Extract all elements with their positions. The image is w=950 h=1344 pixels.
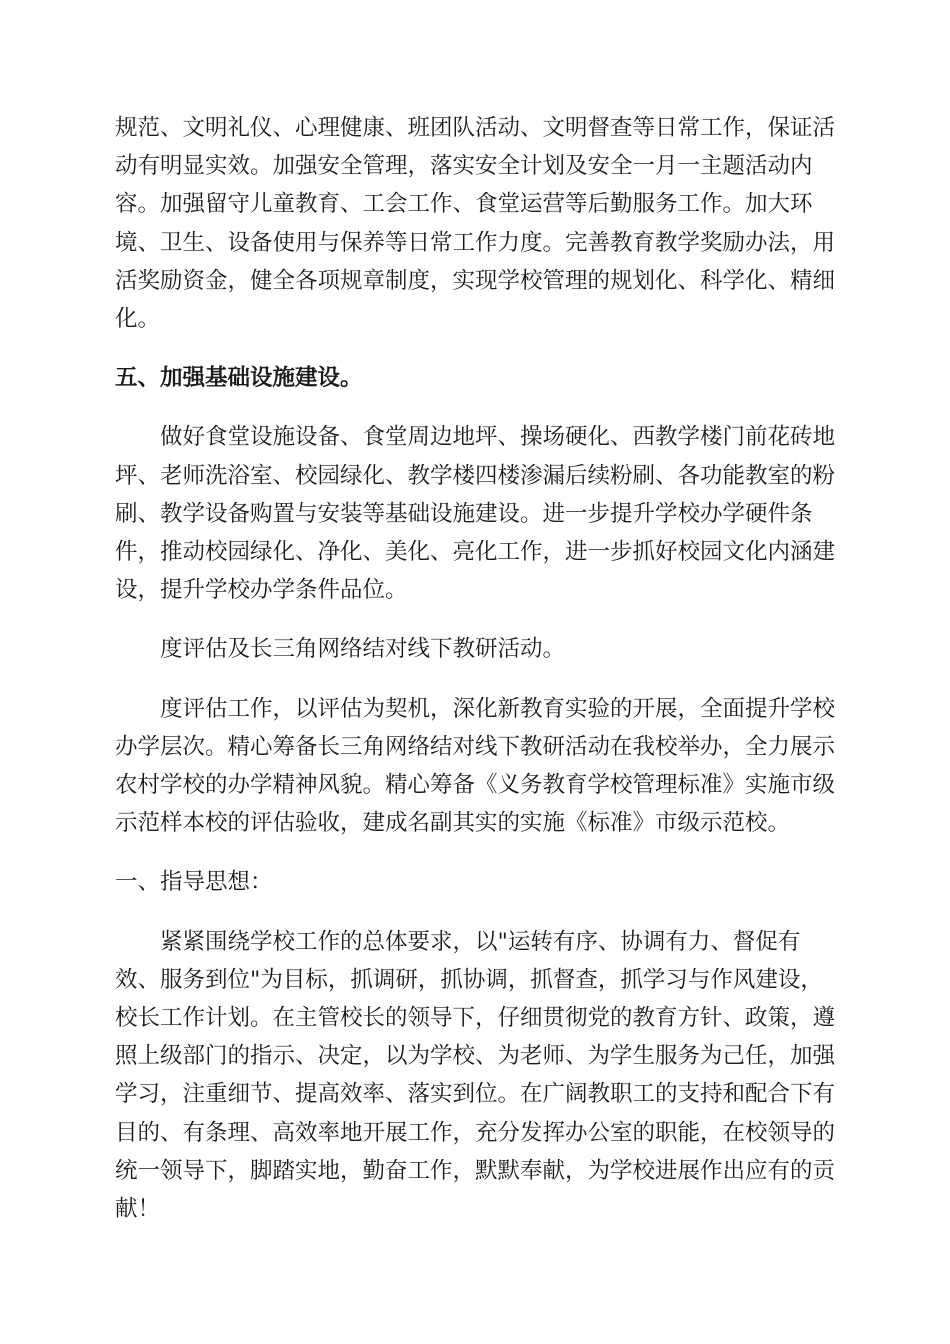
text-line: 目的、有条理、高效率地开展工作，充分发挥办公室的职能，在校领导的	[115, 1119, 836, 1146]
text-line: 度评估及长三角网络结对线下教研活动。	[160, 636, 566, 663]
text-line: 统一领导下，脚踏实地，勤奋工作，默默奉献，为学校进展作出应有的贡	[115, 1157, 836, 1184]
paragraph-evaluation	[115, 690, 840, 843]
document-body	[115, 109, 840, 1249]
text-line: 刷、教学设备购置与安装等基础设施建设。进一步提升学校办学硬件条	[115, 500, 813, 527]
text-line: 活奖励资金，健全各项规章制度，实现学校管理的规划化、科学化、精细	[115, 267, 836, 294]
text-line: 坪、老师洗浴室、校园绿化、教学楼四楼渗漏后续粉刷、各功能教室的粉	[115, 462, 836, 489]
paragraph-management	[115, 109, 840, 338]
text-line: 紧紧围绕学校工作的总体要求，以"运转有序、协调有力、督促有	[160, 928, 801, 955]
heading-text: 一、指导思想：	[115, 869, 273, 896]
paragraph-infrastructure	[115, 418, 840, 609]
paragraph-guiding-ideology	[115, 923, 840, 1229]
text-line: 农村学校的办学精神风貌。精心筹备《义务教育学校管理标准》实施市级	[115, 772, 836, 799]
text-line: 化。	[115, 306, 161, 333]
text-line: 做好食堂设施设备、食堂周边地坪、操场硬化、西教学楼门前花砖地	[160, 424, 836, 451]
text-line: 动有明显实效。加强安全管理，落实安全计划及安全一月一主题活动内	[115, 153, 813, 180]
text-line: 校长工作计划。在主管校长的领导下，仔细贯彻党的教育方针、政策，遵	[115, 1005, 836, 1032]
section-heading-guiding-ideology	[115, 863, 840, 901]
section-heading-infrastructure	[115, 359, 840, 397]
text-line: 效、服务到位"为目标，抓调研，抓协调，抓督查，抓学习与作风建设，	[115, 966, 823, 993]
heading-text: 五、加强基础设施建设。	[115, 365, 363, 392]
text-line: 办学层次。精心筹备长三角网络结对线下教研活动在我校举办，全力展示	[115, 733, 836, 760]
text-line: 度评估工作，以评估为契机，深化新教育实验的开展，全面提升学校	[160, 695, 836, 722]
text-line: 献！	[115, 1196, 161, 1223]
text-line: 规范、文明礼仪、心理健康、班团队活动、文明督查等日常工作，保证活	[115, 115, 836, 141]
text-line: 境、卫生、设备使用与保养等日常工作力度。完善教育教学奖励办法，用	[115, 229, 836, 256]
text-line: 学习，注重细节、提高效率、落实到位。在广阔教职工的支持和配合下有	[115, 1081, 836, 1108]
text-line: 容。加强留守儿童教育、工会工作、食堂运营等后勤服务工作。加大环	[115, 191, 813, 218]
text-line: 件，推动校园绿化、净化、美化、亮化工作，进一步抓好校园文化内涵建	[115, 539, 836, 566]
text-line: 设，提升学校办学条件品位。	[115, 577, 408, 604]
text-line: 照上级部门的指示、决定，以为学校、为老师、为学生服务为己任，加强	[115, 1043, 836, 1070]
text-line: 示范样本校的评估验收，建成名副其实的实施《标准》市级示范校。	[115, 810, 791, 837]
paragraph-evaluation-title	[115, 630, 840, 668]
